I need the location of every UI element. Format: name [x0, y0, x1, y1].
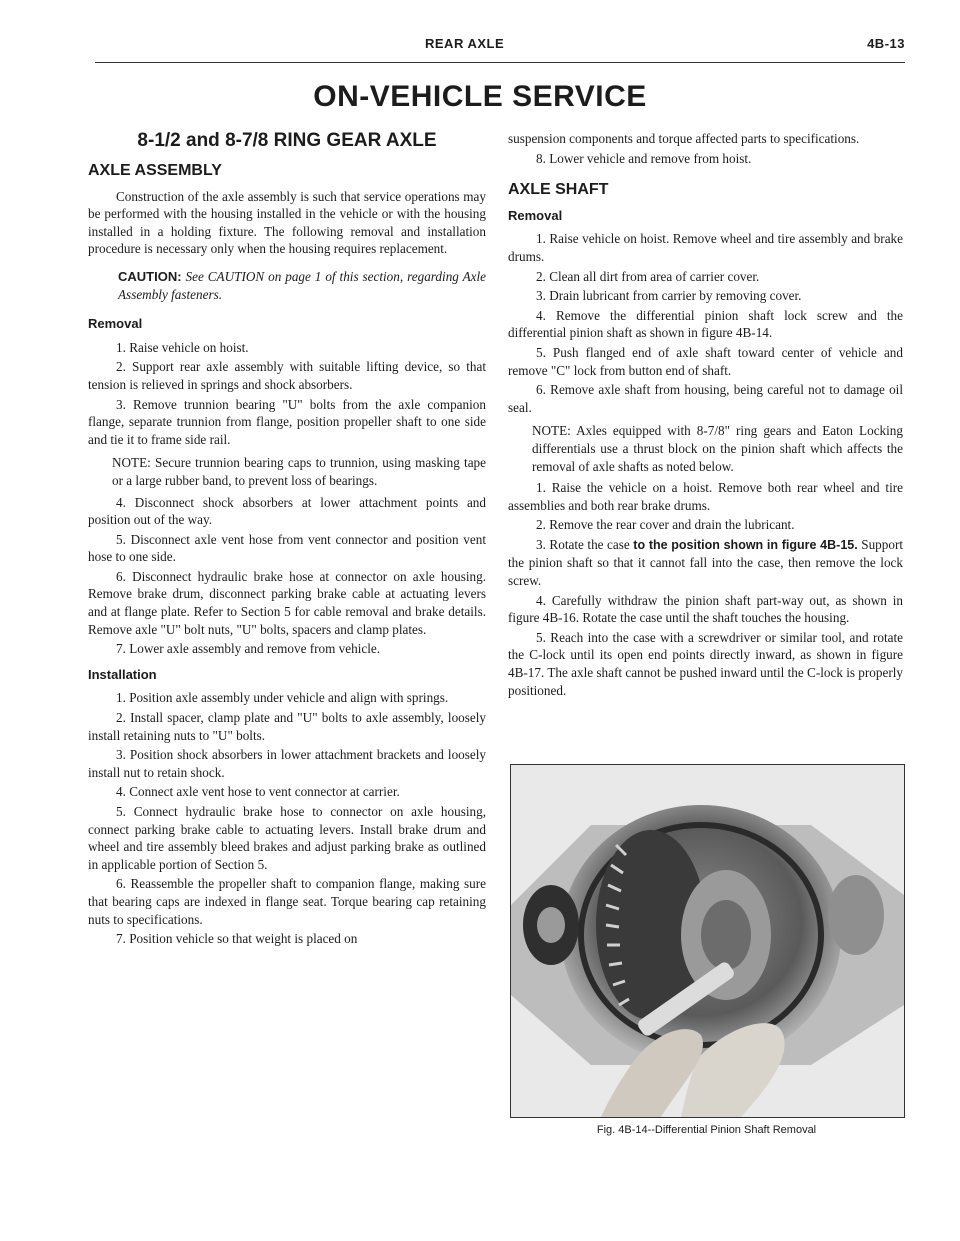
- shaft-removal-step: 4. Remove the differential pinion shaft lock screw and the differential pinion shaft as shown in figure 4B-14.: [508, 307, 903, 341]
- removal-heading: Removal: [508, 207, 563, 223]
- removal-heading: Removal: [88, 316, 143, 332]
- axle-heading: 8-1/2 and 8-7/8 RING GEAR AXLE: [137, 130, 437, 151]
- removal-step: 2. Support rear axle assembly with suitable lifting device, so that tension is relieved in springs and shock absorbers.: [88, 359, 486, 392]
- header-rule: [95, 62, 905, 63]
- right-column: [508, 130, 903, 701]
- step3-start: 3. Rotate the case: [536, 536, 634, 552]
- removal-step: 1. Raise vehicle on hoist.: [116, 339, 249, 355]
- caution-text: See CAUTION on page 1 of this section, regarding Axle Assembly fasteners.: [118, 268, 487, 302]
- installation-step: 4. Connect axle vent hose to vent connector at carrier.: [116, 784, 400, 800]
- shaft-removal-step: 3. Drain lubricant from carrier by removing cover.: [536, 288, 802, 304]
- installation-step: 1. Position axle assembly under vehicle and align with springs.: [116, 690, 449, 706]
- installation-step: 6. Reassemble the propeller shaft to companion flange, making sure that bearing caps are indexed in flange seat. Torque bearing cap retaining nuts to specifications.: [88, 876, 486, 927]
- installation-step: 2. Install spacer, clamp plate and "U" bolts to axle assembly, loosely install retaining nuts to "U" bolts.: [88, 710, 486, 743]
- page-header: [95, 36, 905, 58]
- removal-step: 7. Lower axle assembly and remove from vehicle.: [116, 641, 381, 657]
- continued-text: suspension components and torque affected parts to specifications.: [508, 131, 860, 146]
- installation-step: 5. Connect hydraulic brake hose to connector on axle housing, connect parking brake cable to actuating levers. Install brake drum and wheel and tire assembly bleed brakes and adjust parking brake as outlined in applicable portion of Section 5.: [88, 804, 486, 872]
- axle-shaft-heading: AXLE SHAFT: [508, 181, 609, 199]
- note-text: NOTE: Secure trunnion bearing caps to trunnion, using masking tape or a large rubber band, to prevent loss of bearings.: [112, 455, 486, 488]
- note-block: [88, 454, 486, 489]
- shaft-removal-step: 2. Clean all dirt from area of carrier cover.: [536, 268, 760, 284]
- step3-end: Support the pinion shaft so that it cannot fall into the case, then remove the lock screw.: [508, 536, 904, 589]
- intro-paragraph: Construction of the axle assembly is such that service operations may be performed with the housing installed in the vehicle or with the housing installed in a holding fixture. The following removal and installation procedure is necessary only when the housing requires replacement.: [88, 188, 486, 257]
- eaton-step: 4. Carefully withdraw the pinion shaft part-way out, as shown in figure 4B-16. Rotate the case until the shaft touches the housing.: [508, 592, 903, 626]
- eaton-step: 1. Raise the vehicle on a hoist. Remove both rear wheel and tire assemblies and both rear brake drums.: [508, 480, 903, 513]
- eaton-step: 2. Remove the rear cover and drain the lubricant.: [536, 517, 795, 533]
- eaton-step-3: [508, 536, 903, 590]
- section-title: ON-VEHICLE SERVICE: [313, 80, 647, 113]
- eaton-step: 5. Reach into the case with a screwdriver or similar tool, and rotate the C-lock until its open end points directly inward, as shown in figure 4B-17. The axle shaft cannot be pushed inward until the C-lock is properly positioned.: [508, 629, 903, 698]
- note-text: NOTE: Axles equipped with 8-7/8" ring gears and Eaton Locking differentials use a thrust block on the pinion shaft which affects the removal of axle shafts as noted below.: [532, 423, 903, 474]
- axle-assembly-heading: AXLE ASSEMBLY: [88, 162, 222, 179]
- differential-photo: [510, 764, 905, 1118]
- caution-block: [118, 268, 486, 303]
- left-column: [88, 130, 486, 950]
- installation-step: 3. Position shock absorbers in lower attachment brackets and loosely install nut to retain shock.: [88, 747, 486, 780]
- step3-bold-reference: to the position shown in figure 4B-15.: [633, 537, 858, 552]
- installation-step: 8. Lower vehicle and remove from hoist.: [536, 150, 752, 166]
- removal-step: 3. Remove trunnion bearing "U" bolts from the axle companion flange, separate trunnion from flange, position propeller shaft to one side and tie it to frame side rail.: [88, 396, 486, 447]
- differential-photo-illustration: [511, 765, 904, 1117]
- removal-step: 6. Disconnect hydraulic brake hose at connector on axle housing. Remove brake drum, disconnect parking brake cable at actuating levers and at flange plate. Refer to Section 5 for cable removal and brake details. Remove axle "U" bolt nuts, "U" bolts, spacers and clamp plates.: [88, 568, 486, 637]
- page-number: 4B-13: [867, 36, 905, 51]
- shaft-removal-step: 5. Push flanged end of axle shaft toward center of vehicle and remove "C" lock from button end of shaft.: [508, 344, 903, 378]
- removal-step: 4. Disconnect shock absorbers at lower attachment points and position out of the way.: [88, 494, 486, 528]
- shaft-removal-step: 6. Remove axle shaft from housing, being careful not to damage oil seal.: [508, 382, 903, 415]
- figure-caption: Fig. 4B-14--Differential Pinion Shaft Removal: [596, 1124, 817, 1136]
- running-title: REAR AXLE: [425, 36, 505, 51]
- shaft-removal-step: 1. Raise vehicle on hoist. Remove wheel and tire assembly and brake drums.: [508, 231, 903, 264]
- note-block: [508, 422, 903, 475]
- installation-step: 7. Position vehicle so that weight is placed on: [116, 931, 358, 947]
- caution-label: CAUTION:: [118, 268, 182, 284]
- installation-heading: Installation: [88, 666, 157, 682]
- removal-step: 5. Disconnect axle vent hose from vent connector and position vent hose to one side.: [88, 531, 486, 565]
